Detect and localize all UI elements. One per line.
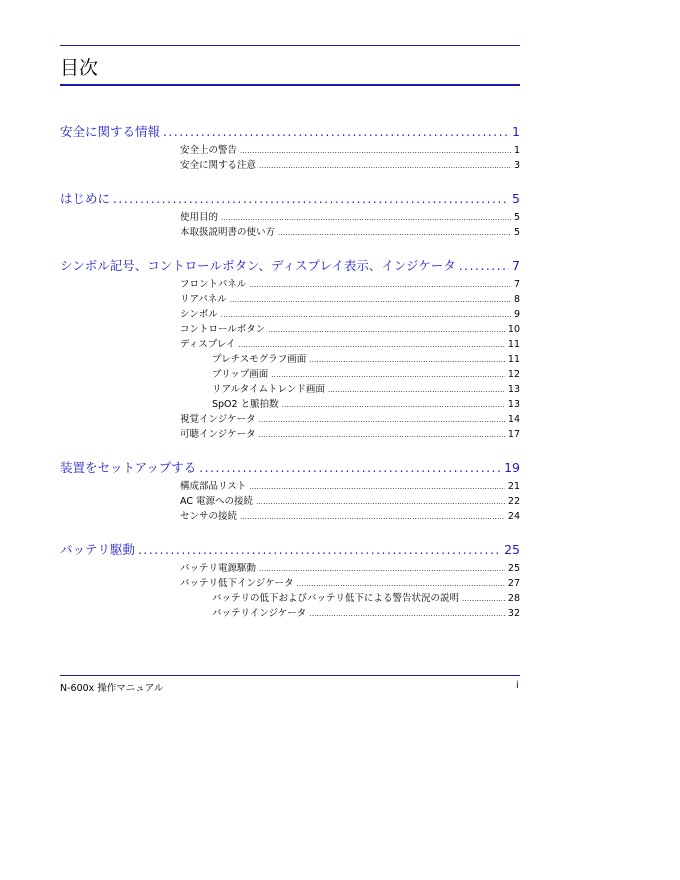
toc-subentry-label: 使用目的 — [180, 212, 219, 223]
toc-subentry-label: 構成部品リスト — [180, 481, 247, 492]
footer-page-number: i — [516, 680, 519, 691]
dot-leader — [462, 595, 505, 603]
dot-leader — [240, 513, 505, 521]
toc-subentry-page: 27 — [507, 578, 520, 589]
dot-leader — [113, 192, 509, 206]
toc-subentry[interactable] — [60, 590, 520, 605]
toc-subentry-page: 8 — [513, 294, 520, 305]
toc-section — [60, 189, 520, 239]
dot-leader — [199, 461, 501, 475]
toc-subentry-page: 24 — [507, 511, 520, 522]
toc-subentry-page: 1 — [513, 145, 520, 156]
toc-subentry-page: 5 — [513, 227, 520, 238]
toc-subentry-label: リアパネル — [180, 294, 227, 305]
dot-leader — [282, 401, 505, 409]
title-rule — [60, 84, 520, 86]
dot-leader — [309, 610, 505, 618]
dot-leader — [259, 431, 505, 439]
dot-leader — [249, 281, 511, 289]
toc-subentry-page: 21 — [507, 481, 520, 492]
toc-chapter-label: バッテリ駆動 — [60, 542, 136, 557]
dot-leader — [259, 565, 505, 573]
dot-leader — [259, 162, 511, 170]
toc-subentry-label: フロントパネル — [180, 279, 247, 290]
toc-subentry[interactable] — [60, 224, 520, 239]
toc-chapter-entry[interactable] — [60, 540, 520, 558]
toc-subentry-page: 14 — [507, 414, 520, 425]
toc-subentry-label: シンボル — [180, 309, 218, 320]
dot-leader — [238, 341, 505, 349]
toc-subentry[interactable] — [60, 560, 520, 575]
toc-subentry-label: バッテリの低下およびバッテリ低下による警告状況の説明 — [212, 593, 460, 604]
toc-subentry-page: 3 — [513, 160, 520, 171]
toc-subentry[interactable] — [60, 366, 520, 381]
toc-subentry-page: 9 — [513, 309, 520, 320]
toc-subentry-label: コントロールボタン — [180, 324, 266, 335]
toc-chapter-label: 安全に関する情報 — [60, 124, 161, 139]
toc-subentry[interactable] — [60, 276, 520, 291]
toc-subentry-page: 11 — [507, 339, 520, 350]
dot-leader — [221, 214, 511, 222]
dot-leader — [309, 356, 505, 364]
toc-subentry[interactable] — [60, 381, 520, 396]
toc-chapter-entry[interactable] — [60, 189, 520, 207]
toc-subentry-page: 32 — [507, 608, 520, 619]
toc-chapter-page: 19 — [504, 460, 520, 475]
toc-chapter-entry[interactable] — [60, 458, 520, 476]
toc-subentry-page: 17 — [507, 429, 520, 440]
toc-chapter-entry[interactable] — [60, 122, 520, 140]
toc-subentry-label: 本取扱説明書の使い方 — [180, 227, 276, 238]
dot-leader — [459, 259, 509, 273]
toc-section — [60, 256, 520, 441]
toc-subentry[interactable] — [60, 351, 520, 366]
toc-subentry[interactable] — [60, 396, 520, 411]
toc-subentry-page: 11 — [507, 354, 520, 365]
dot-leader — [271, 371, 505, 379]
toc-subentry[interactable] — [60, 321, 520, 336]
toc-subentry-label: センサの接続 — [180, 511, 238, 522]
toc-subentry[interactable] — [60, 306, 520, 321]
toc-subentry-page: 10 — [507, 324, 520, 335]
toc-subentry-page: 5 — [513, 212, 520, 223]
toc-subentry[interactable] — [60, 291, 520, 306]
toc-section — [60, 122, 520, 172]
dot-leader — [240, 147, 511, 155]
toc-chapter-page: 1 — [512, 124, 520, 139]
toc-chapter-page: 25 — [504, 542, 520, 557]
footer-rule — [60, 675, 520, 676]
toc-subentry[interactable] — [60, 411, 520, 426]
toc-subentry[interactable] — [60, 426, 520, 441]
footer-manual-name: N-600x 操作マニュアル — [60, 683, 164, 694]
toc-subentry[interactable] — [60, 209, 520, 224]
toc-subentry-label: SpO2 と脈拍数 — [212, 399, 279, 410]
dot-leader — [259, 416, 505, 424]
toc-subentry-page: 12 — [507, 369, 520, 380]
toc-subentry-label: ブリップ画面 — [212, 369, 269, 380]
top-rule — [60, 45, 520, 46]
toc-subentry[interactable] — [60, 157, 520, 172]
toc-subentry-page: 7 — [513, 279, 520, 290]
toc-subentry-page: 13 — [507, 384, 520, 395]
dot-leader — [278, 229, 511, 237]
toc-chapter-label: シンボル記号、コントロールボタン、ディスプレイ表示、インジケータ — [60, 258, 456, 273]
toc-subentry-label: バッテリ低下インジケータ — [180, 578, 294, 589]
toc-subentry-label: リアルタイムトレンド画面 — [212, 384, 325, 395]
table-of-contents — [60, 122, 520, 620]
toc-subentry-page: 28 — [507, 593, 520, 604]
toc-subentry-label: 安全に関する注意 — [180, 160, 257, 171]
toc-subentry[interactable] — [60, 142, 520, 157]
dot-leader — [297, 580, 505, 588]
toc-chapter-page: 5 — [512, 191, 520, 206]
dot-leader — [256, 498, 505, 506]
toc-subentry-page: 22 — [507, 496, 520, 507]
toc-subentry-label: AC 電源への接続 — [180, 496, 253, 507]
toc-subentry-page: 25 — [507, 563, 520, 574]
toc-subentry-label: 安全上の警告 — [180, 145, 238, 156]
toc-subentry-label: バッテリ電源駆動 — [180, 563, 257, 574]
toc-section — [60, 540, 520, 620]
toc-subentry-label: 視覚インジケータ — [180, 414, 256, 425]
toc-subentry-label: バッテリインジケータ — [212, 608, 307, 619]
toc-subentry[interactable] — [60, 478, 520, 493]
toc-subentry[interactable] — [60, 508, 520, 523]
toc-chapter-label: はじめに — [60, 191, 111, 206]
toc-chapter-page: 7 — [512, 258, 520, 273]
dot-leader — [230, 296, 511, 304]
dot-leader — [268, 326, 505, 334]
toc-section — [60, 458, 520, 523]
toc-subentry-label: プレチスモグラフ画面 — [212, 354, 307, 365]
dot-leader — [221, 311, 511, 319]
toc-subentry[interactable] — [60, 336, 520, 351]
toc-subentry[interactable] — [60, 605, 520, 620]
toc-chapter-entry[interactable] — [60, 256, 520, 274]
toc-subentry[interactable] — [60, 575, 520, 590]
dot-leader — [138, 543, 501, 557]
page-title: 目次 — [60, 57, 99, 79]
toc-subentry-page: 13 — [507, 399, 520, 410]
toc-subentry[interactable] — [60, 493, 520, 508]
dot-leader — [163, 125, 509, 139]
dot-leader — [328, 386, 505, 394]
toc-subentry-label: ディスプレイ — [180, 339, 236, 350]
toc-chapter-label: 装置をセットアップする — [60, 460, 197, 475]
dot-leader — [249, 483, 505, 491]
toc-subentry-label: 可聴インジケータ — [180, 429, 256, 440]
